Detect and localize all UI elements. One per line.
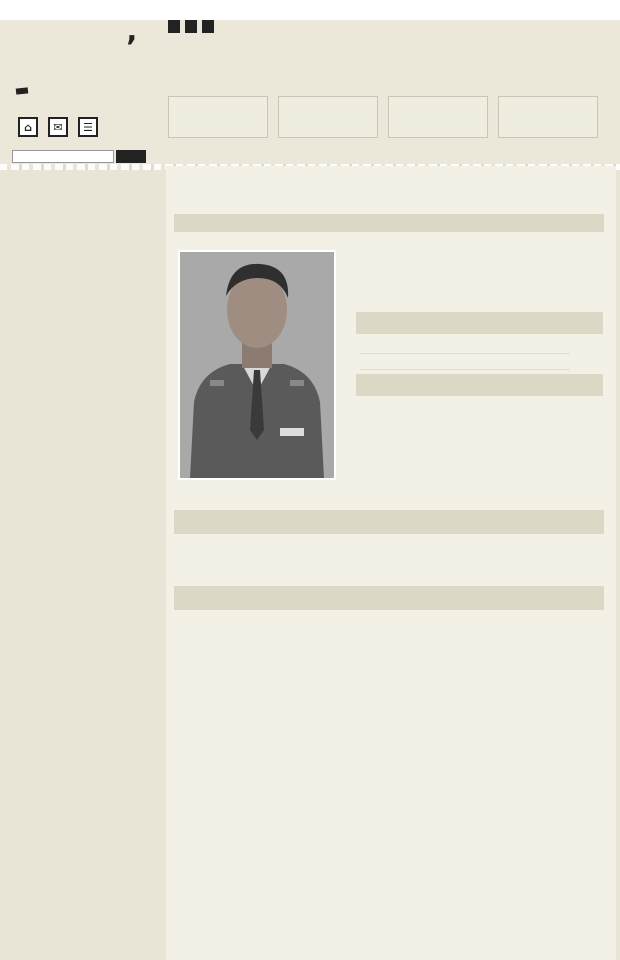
abbreviations-box[interactable] <box>278 96 378 138</box>
header-boxes <box>168 96 598 138</box>
search-button[interactable] <box>116 150 146 163</box>
person-photo <box>178 250 336 480</box>
faq-box[interactable] <box>168 96 268 138</box>
list-icon[interactable]: ☰ <box>78 117 98 137</box>
logo-sub <box>16 87 29 94</box>
logo-quote-mark: ’ <box>126 30 138 65</box>
home-icon[interactable]: ⌂ <box>18 117 38 137</box>
search-input[interactable] <box>12 150 114 163</box>
civil-heading <box>174 510 604 534</box>
agency-journal-box[interactable] <box>388 96 488 138</box>
search-form <box>12 150 146 163</box>
ranks-heading <box>356 374 603 396</box>
mail-icon[interactable]: ✉ <box>48 117 68 137</box>
site-logo[interactable] <box>14 28 146 120</box>
top-menu-about[interactable] <box>168 20 180 33</box>
main-content <box>166 166 616 960</box>
education-heading <box>356 312 603 334</box>
service-heading <box>174 586 604 610</box>
kgb-sajudis-box[interactable] <box>498 96 598 138</box>
site-header <box>0 20 620 166</box>
top-menu-search[interactable] <box>202 20 214 33</box>
person-name-bar <box>174 214 604 232</box>
top-strip <box>0 0 620 20</box>
nav-icons <box>18 117 98 137</box>
education-item <box>360 342 570 354</box>
top-menu-public-voice[interactable] <box>185 20 197 33</box>
portrait-image <box>180 252 334 478</box>
top-menu <box>168 20 214 33</box>
education-item <box>360 358 570 370</box>
